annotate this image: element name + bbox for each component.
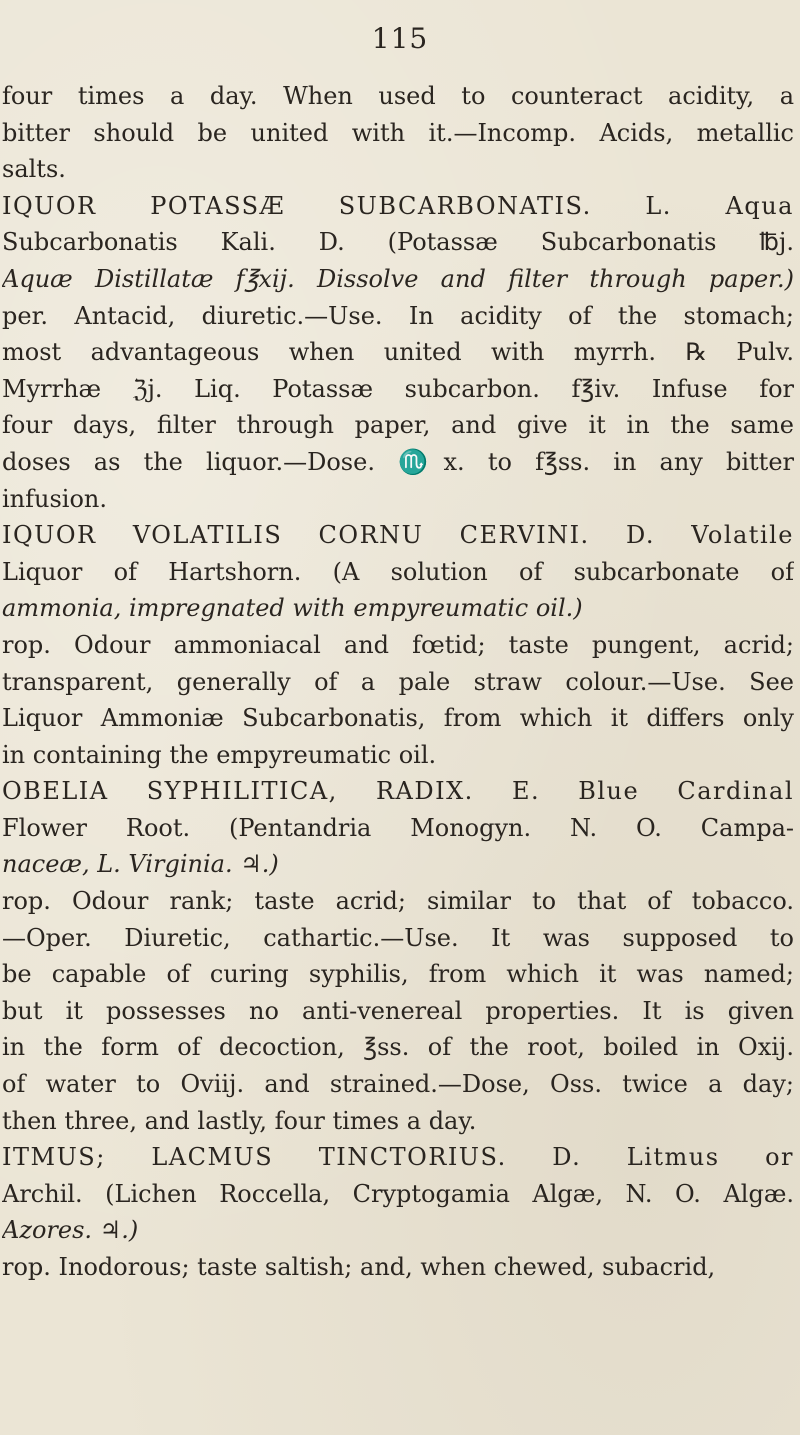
text-line: transparent, generally of a pale straw colour.—Use. See [2, 667, 794, 696]
text-line: bitter should be united with it.—Incomp. Acids, metallic [2, 118, 794, 147]
text-line: Liquor of Hartshorn. (A solution of subcarbonate of [2, 557, 794, 586]
text-line: doses as the liquor.—Dose. ♏x. to f℥ss. in any bitter [2, 447, 794, 476]
text-line: Myrrhæ ℨj. Liq. Potassæ subcarbon. f℥iv. Infuse for [2, 374, 794, 403]
text-line: but it possesses no anti-venereal properties. It is given [2, 996, 794, 1025]
text-line: Flower Root. (Pentandria Monogyn. N. O. Campa- [2, 813, 794, 842]
text-line: Subcarbonatis Kali. D. (Potassæ Subcarbonatis ℔j. [2, 228, 794, 257]
text-line: rop. Inodorous; taste saltish; and, when chewed, subacrid, [2, 1253, 716, 1281]
text-line: per. Antacid, diuretic.—Use. In acidity of the stomach; [2, 301, 794, 330]
text-line: four days, filter through paper, and give it in the same [2, 411, 794, 440]
page-number: 115 [371, 22, 429, 55]
text-line: ammonia, impregnated with empyreumatic oil.) [2, 594, 583, 623]
text-line: most advantageous when united with myrrh. ℞ Pulv. [2, 338, 794, 367]
text-line: four times a day. When used to counteract acidity, a [2, 82, 794, 110]
text-line: in containing the empyreumatic oil. [2, 740, 437, 769]
text-line: Liquor Ammoniæ Subcarbonatis, from which it differs only [2, 704, 794, 733]
entry-heading-line: IQUOR VOLATILIS CORNU CERVINI. D. Volatile [2, 521, 794, 550]
entry-heading-line: OBELIA SYPHILITICA, RADIX. E. Blue Cardinal [2, 777, 794, 806]
text-line: Archil. (Lichen Roccella, Cryptogamia Algæ, N. O. Algæ. [2, 1179, 794, 1208]
text-line: Aquæ Distillatæ f℥xij. Dissolve and filter through paper.) [2, 264, 794, 293]
text-line: rop. Odour ammoniacal and fœtid; taste pungent, acrid; [2, 630, 794, 659]
entry-heading-line: IQUOR POTASSÆ SUBCARBONATIS. L. Aqua [2, 191, 794, 220]
text-line: infusion. [2, 484, 107, 513]
text-line: salts. [2, 155, 66, 184]
text-line: in the form of decoction, ℥ss. of the root, boiled in Oxij. [2, 1033, 794, 1062]
text-line: —Oper. Diuretic, cathartic.—Use. It was supposed to [2, 923, 794, 952]
text-line: rop. Odour rank; taste acrid; similar to that of tobacco. [2, 887, 794, 916]
text-line: Azores. ♃.) [2, 1216, 139, 1245]
text-line: naceæ, L. Virginia. ♃.) [2, 850, 279, 879]
page-text [2, 78, 794, 1286]
text-line: then three, and lastly, four times a day. [2, 1106, 477, 1135]
text-line: of water to Oviij. and strained.—Dose, Oss. twice a day; [2, 1070, 794, 1099]
text-line: be capable of curing syphilis, from which it was named; [2, 960, 794, 989]
entry-heading-line: ITMUS; LACMUS TINCTORIUS. D. Litmus or [2, 1143, 794, 1172]
